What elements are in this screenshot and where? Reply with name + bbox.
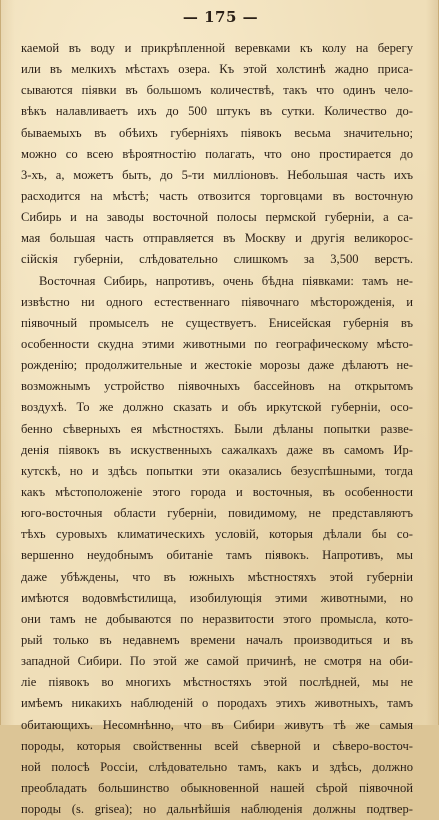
text-line: обитающихъ. Несомнѣнно, что въ Сибири живутъ тѣ же самыя: [21, 717, 413, 732]
text-line: какъ мѣстоположеніе этого города и восточныя, въ особенности: [21, 484, 413, 499]
text-line: возможнымъ устройство піявочныхъ бассейновъ на открытомъ: [21, 379, 413, 394]
text-line: или въ мелкихъ мѣстахъ озера. Къ этой холстинѣ жадно приса-: [21, 62, 413, 77]
text-line: породы, которыя свойственны всей сѣверной и сѣверо-восточ-: [21, 738, 413, 753]
text-line: піявочный промыселъ не существуетъ. Енисейская губернія въ: [21, 315, 413, 330]
text-line: мая большая часть отправляется въ Москву и другія великорос-: [21, 231, 413, 246]
text-line: расходится на мѣстѣ; часть отвозится торговцами въ восточную: [21, 188, 413, 203]
text-line: Сибирь и на заводы восточной полосы пермской губерніи, а са-: [21, 210, 413, 225]
text-line: тѣхъ суровыхъ климатическихъ условій, которыя дѣлали бы со-: [21, 527, 413, 542]
text-line: извѣстно ни одного естественнаго піявочнаго мѣсторожденія, и: [21, 294, 413, 309]
body-text: [21, 38, 413, 820]
text-line: преобладать большинство обыкновенной нашей сѣрой піявочной: [21, 780, 413, 795]
text-line: бываемыхъ въ обѣихъ губерніяхъ піявокъ весьма значительно;: [21, 125, 413, 140]
text-line: кутскѣ, но и здѣсь попытки эти оказались безуспѣшными, тогда: [21, 463, 413, 478]
text-line: особенности скудна этими животными по географическому мѣсто-: [21, 336, 413, 351]
text-line: денія піявокъ въ искуственныхъ сажалкахъ даже въ самомъ Ир-: [21, 442, 413, 457]
text-line: рый только въ недавнемъ времени началъ производиться и въ: [21, 632, 413, 647]
text-line: бенно сѣверныхъ ея мѣстностяхъ. Были дѣланы попытки разве-: [21, 421, 413, 436]
text-line: можно со всею вѣроятностію полагать, что оно простирается до: [21, 146, 413, 161]
text-line: вершенно неудобнымъ обитаніе тамъ піявокъ. Напротивъ, мы: [21, 548, 413, 563]
text-line: ліе піявокъ во многихъ мѣстностяхъ этой послѣдней, мы не: [21, 675, 413, 690]
text-line: каемой въ воду и прикрѣпленной веревками къ колу на берегу: [21, 41, 413, 55]
text-line: сываются піявки въ большомъ количествѣ, такъ что одинъ чело-: [21, 83, 413, 98]
text-line: даже убѣждены, что въ южныхъ мѣстностяхъ этой губерніи: [21, 569, 413, 584]
text-line: западной Сибири. По этой же самой причинѣ, не смотря на оби-: [21, 654, 413, 669]
page-number: — 175 —: [182, 8, 259, 26]
text-line: ной полосѣ Россіи, слѣдовательно тамъ, какъ и здѣсь, должно: [21, 759, 413, 774]
text-line: 3-хъ, а, можетъ быть, до 5-ти милліоновъ. Небольшая часть ихъ: [21, 167, 413, 182]
text-line: имѣются водовмѣстилища, изобилующія этими животными, но: [21, 590, 413, 605]
text-line: вѣкъ налавливаетъ ихъ до 500 штукъ въ сутки. Количество до-: [21, 104, 413, 119]
text-line: сійскія губерніи, слѣдовательно слишкомъ за 3,500 верстъ.: [21, 252, 413, 267]
text-line: юго-восточныя области губерніи, повидимому, не представляютъ: [21, 506, 413, 521]
text-line: рожденію; продолжительные и жестокіе морозы даже дѣлаютъ не-: [21, 358, 413, 373]
text-line: воздухѣ. То же должно сказать и объ иркутской губерніи, осо-: [21, 400, 413, 415]
text-line: имѣемъ никакихъ наблюденій о породахъ этихъ животныхъ, тамъ: [21, 696, 413, 711]
text-line: породы (s. grisea); но дальнѣйшія наблюденія должны подтвер-: [21, 802, 413, 817]
text-line: они тамъ не добываются по неразвитости этого промысла, кото-: [21, 611, 413, 626]
paragraph-start-line: Восточная Сибирь, напротивъ, очень бѣдна піявками: тамъ не-: [39, 273, 413, 288]
